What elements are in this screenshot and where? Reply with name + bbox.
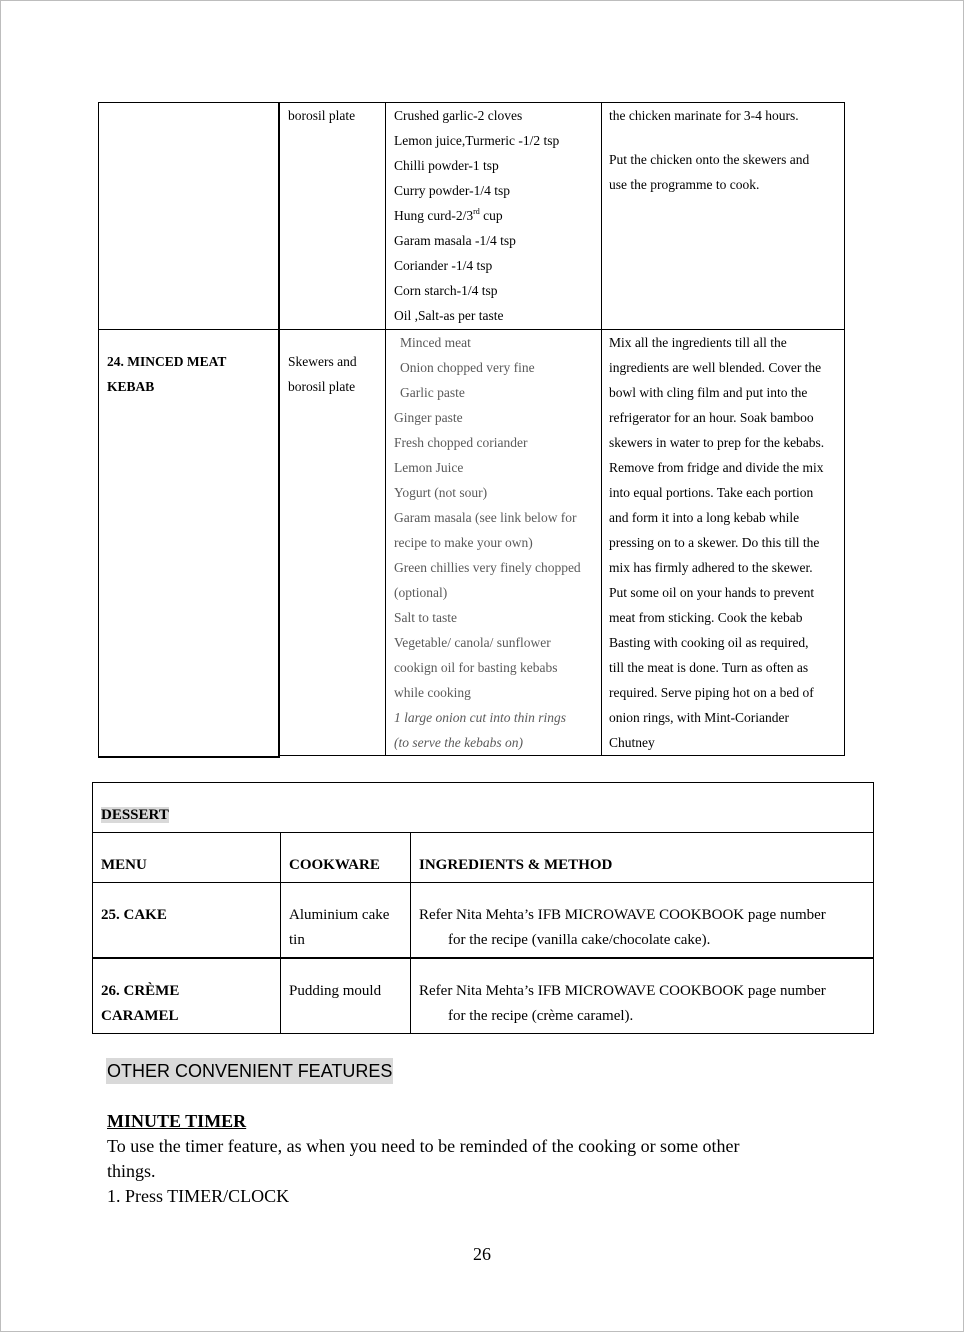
method-cake: Refer Nita Mehta’s IFB MICROWAVE COOKBOOK page number for the recipe (vanilla cake/chocolate cake). <box>419 907 826 948</box>
page-number: 26 <box>473 1244 491 1264</box>
row2-cookware: Skewers and borosil plate <box>288 354 357 394</box>
header-ingredients: INGREDIENTS & METHOD <box>419 857 613 873</box>
method-creme-caramel: Refer Nita Mehta’s IFB MICROWAVE COOKBOOK page number for the recipe (crème caramel). <box>419 983 826 1024</box>
header-menu: MENU <box>101 857 147 873</box>
menu-cake: 25. CAKE <box>101 907 167 923</box>
section-title-dessert: DESSERT <box>101 807 169 823</box>
dessert-table <box>92 782 874 1034</box>
row1-ingredients: Crushed garlic-2 cloves Lemon juice,Turmeric -1/2 tsp Chilli powder-1 tsp Curry powder-1/4 tsp Hung curd-2/3rd cup Garam masala -1/4 tsp Coriander -1/4 tsp Corn starch-1/4 tsp Oil ,Salt-as per taste <box>394 108 560 323</box>
row1-method: the chicken marinate for 3-4 hours. Put the chicken onto the skewers and use the programme to cook. <box>609 108 810 192</box>
cookware-creme-caramel: Pudding mould <box>289 983 382 999</box>
minute-timer-text: To use the timer feature, as when you need to be reminded of the cooking or some other things. 1. Press TIMER/CLOCK <box>107 1136 740 1206</box>
row2-menu: 24. MINCED MEAT KEBAB <box>107 354 227 394</box>
row2-method: Mix all the ingredients till all the ingredients are well blended. Cover the bowl with cling film and put into the refrigerator for an hour. Soak bamboo skewers in water to prep for the kebabs. Remove from fridge and divide the mix into equal portions. Take each portion and form it into a long kebab while pressing on to a skewer. Do this till the mix has firmly adhered to the skewer. Put some oil on your hands to prevent meat from sticking. Cook the kebab Basting with cooking oil as required, till the meat is done. Turn as often as required. Serve piping hot on a bed of onion rings, with Mint-Coriander Chutney <box>609 335 825 750</box>
row1-cookware: borosil plate <box>288 108 356 123</box>
row2-ingredients: Minced meat Onion chopped very fine Garlic paste Ginger paste Fresh chopped coriander Lemon Juice Yogurt (not sour) Garam masala (see link below for recipe to make your own) Green chillies very finely chopped (optional) Salt to taste Vegetable/ canola/ sunflower cookign oil for basting kebabs while cooking 1 large onion cut into thin rings (to serve the kebabs on) <box>394 335 581 750</box>
cookware-cake: Aluminium cake tin <box>289 907 390 948</box>
hung-curd-line: Hung curd-2/3rd cup <box>394 206 503 223</box>
menu-creme-caramel: 26. CRÈME CARAMEL <box>101 983 180 1024</box>
other-features-heading: OTHER CONVENIENT FEATURES <box>106 1058 393 1084</box>
header-cookware: COOKWARE <box>289 857 380 873</box>
recipe-table-continued <box>98 102 845 756</box>
minute-timer-heading: MINUTE TIMER <box>107 1111 247 1131</box>
